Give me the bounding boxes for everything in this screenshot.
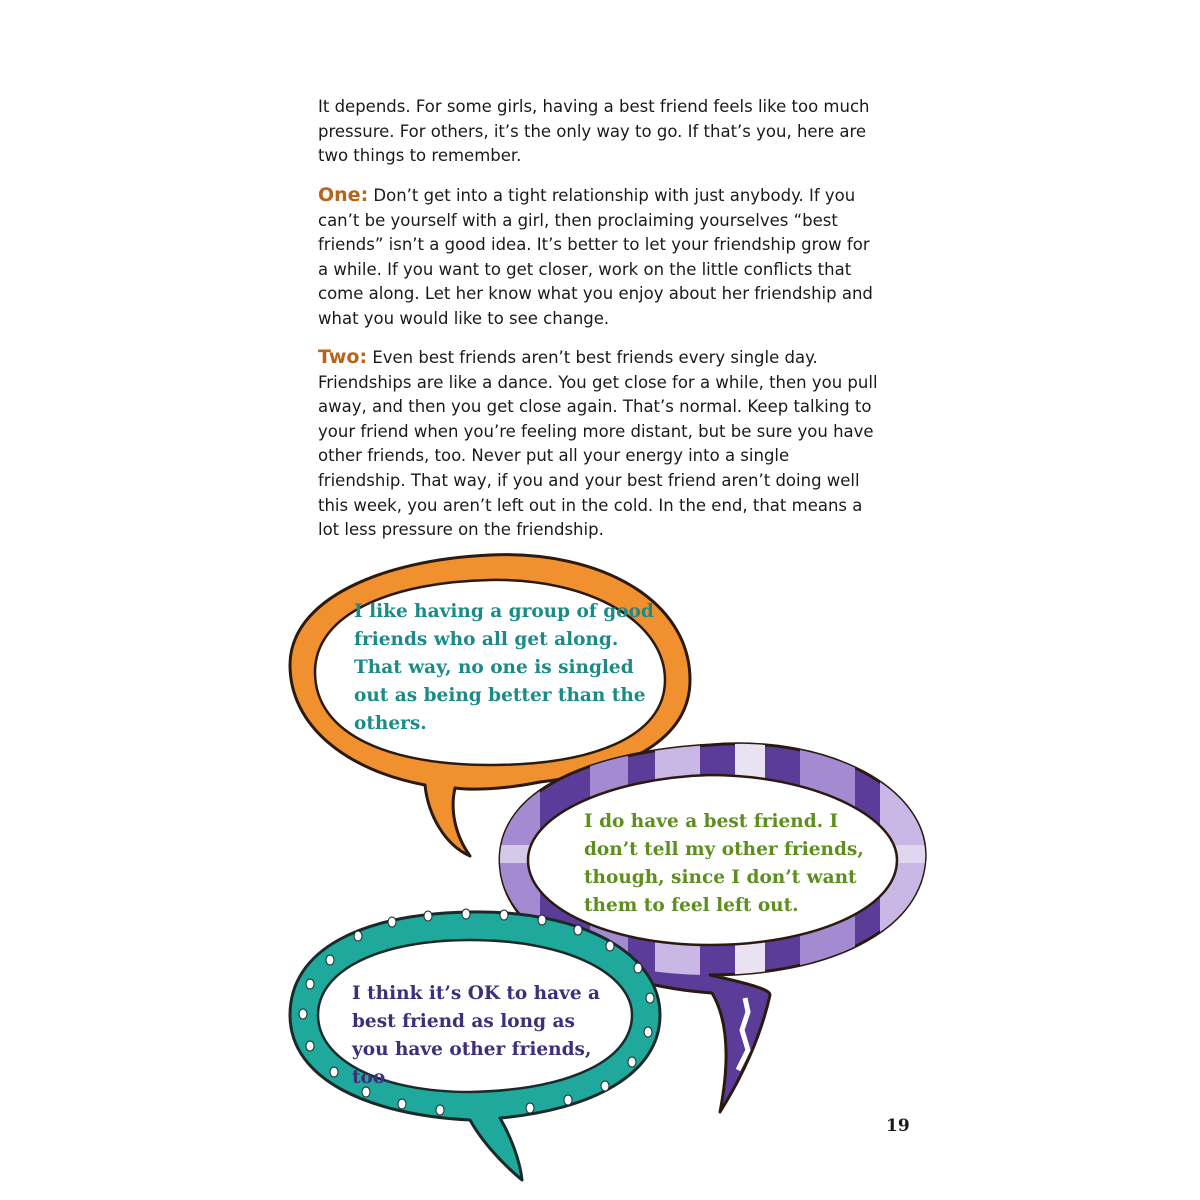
orange-bubble-quote: I like having a group of good friends who all get along. That way, no one is singled out as being better than the others. (354, 601, 654, 734)
point-two-label: Two: (318, 346, 368, 368)
intro-paragraph: It depends. For some girls, having a best friend feels like too much pressure. For others, it’s the only way to go. If that’s you, here are two things to remember. (318, 97, 870, 166)
page-number: 19 (886, 1116, 910, 1136)
point-two-text: Even best friends aren’t best friends every single day. Friendships are like a dance. You get close for a while, then you pull away, and then you get close again. That’s normal. Keep talking to your friend when you’re feeling more distant, but be sure you have other friends, too. Never put all your energy into a single friendship. That way, if you and your best friend aren’t doing well this week, you aren’t left out in the cold. In the end, that means a lot less pressure on the friendship. (318, 348, 878, 540)
teal-bubble-quote: I think it’s OK to have a best friend as long as you have other friends, too. (352, 983, 601, 1088)
point-one-label: One: (318, 184, 369, 206)
point-one-text: Don’t get into a tight relationship with just anybody. If you can’t be yourself with a girl, then proclaiming yourselves “best friends” isn’t a good idea. It’s better to let your friendship grow for a while. If you want to get closer, work on the little conflicts that come along. Let her know what you enjoy about her friendship and what you would like to see change. (318, 186, 873, 328)
purple-bubble-quote: I do have a best friend. I don’t tell my other friends, though, since I don’t want them to feel left out. (584, 811, 864, 916)
